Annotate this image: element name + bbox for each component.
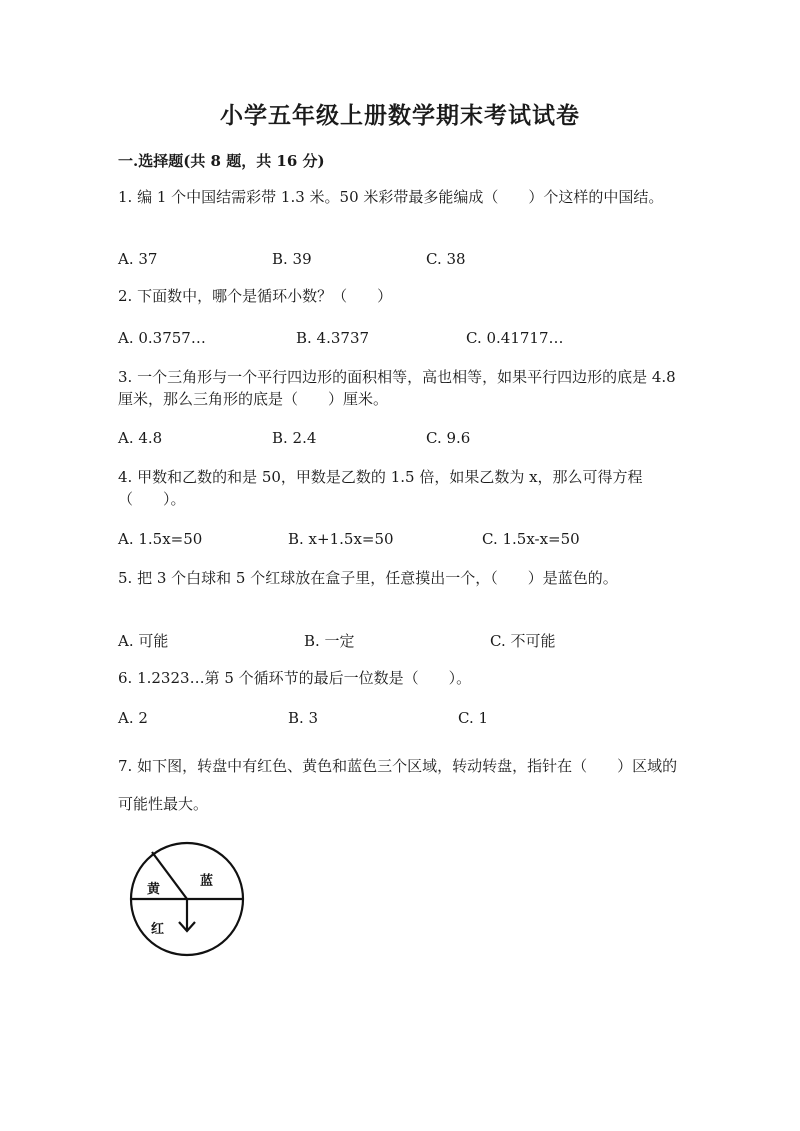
spinner-label-blue: 蓝 bbox=[200, 874, 214, 889]
q1-option-a[interactable]: A. 37 bbox=[118, 250, 158, 268]
q4-option-b[interactable]: B. x+1.5x=50 bbox=[288, 530, 394, 548]
q3-option-a[interactable]: A. 4.8 bbox=[118, 429, 163, 447]
question-7: 7. 如下图，转盘中有红色、黄色和蓝色三个区域，转动转盘，指针在（ ）区域的可能性最大。 bbox=[118, 757, 678, 813]
q4-option-a[interactable]: A. 1.5x=50 bbox=[118, 530, 203, 548]
section-heading: 一.选择题(共 8 题，共 16 分) bbox=[118, 152, 325, 170]
spinner-label-red: 红 bbox=[151, 922, 165, 937]
q6-option-a[interactable]: A. 2 bbox=[118, 709, 148, 727]
q5-option-b[interactable]: B. 一定 bbox=[304, 632, 355, 650]
q5-option-a[interactable]: A. 可能 bbox=[118, 632, 169, 650]
q6-option-c[interactable]: C. 1 bbox=[458, 709, 489, 727]
q1-option-c[interactable]: C. 38 bbox=[426, 250, 466, 268]
q5-option-c[interactable]: C. 不可能 bbox=[490, 632, 556, 650]
question-6: 6. 1.2323…第 5 个循环节的最后一位数是（ ）。 bbox=[118, 669, 472, 687]
q6-option-b[interactable]: B. 3 bbox=[288, 709, 319, 727]
q2-option-b[interactable]: B. 4.3737 bbox=[296, 329, 370, 347]
spinner-figure bbox=[122, 838, 252, 960]
q2-option-c[interactable]: C. 0.41717… bbox=[466, 329, 564, 347]
question-3: 3. 一个三角形与一个平行四边形的面积相等，高也相等，如果平行四边形的底是 4.8 厘米，那么三角形的底是（ ）厘米。 bbox=[118, 368, 676, 408]
spinner-label-yellow: 黄 bbox=[147, 882, 161, 897]
question-4: 4. 甲数和乙数的和是 50，甲数是乙数的 1.5 倍，如果乙数为 x，那么可得方程（ ）。 bbox=[118, 468, 643, 508]
question-5: 5. 把 3 个白球和 5 个红球放在盒子里，任意摸出一个，（ ）是蓝色的。 bbox=[118, 569, 618, 587]
question-1: 1. 编 1 个中国结需彩带 1.3 米。50 米彩带最多能编成（ ）个这样的中国结。 bbox=[118, 188, 664, 206]
q4-option-c[interactable]: C. 1.5x-x=50 bbox=[482, 530, 580, 548]
q3-option-b[interactable]: B. 2.4 bbox=[272, 429, 317, 447]
page-title: 小学五年级上册数学期末考试试卷 bbox=[220, 102, 580, 129]
q3-option-c[interactable]: C. 9.6 bbox=[426, 429, 471, 447]
q1-option-b[interactable]: B. 39 bbox=[272, 250, 312, 268]
question-2: 2. 下面数中，哪个是循环小数？（ ） bbox=[118, 287, 393, 305]
q2-option-a[interactable]: A. 0.3757… bbox=[118, 329, 206, 347]
